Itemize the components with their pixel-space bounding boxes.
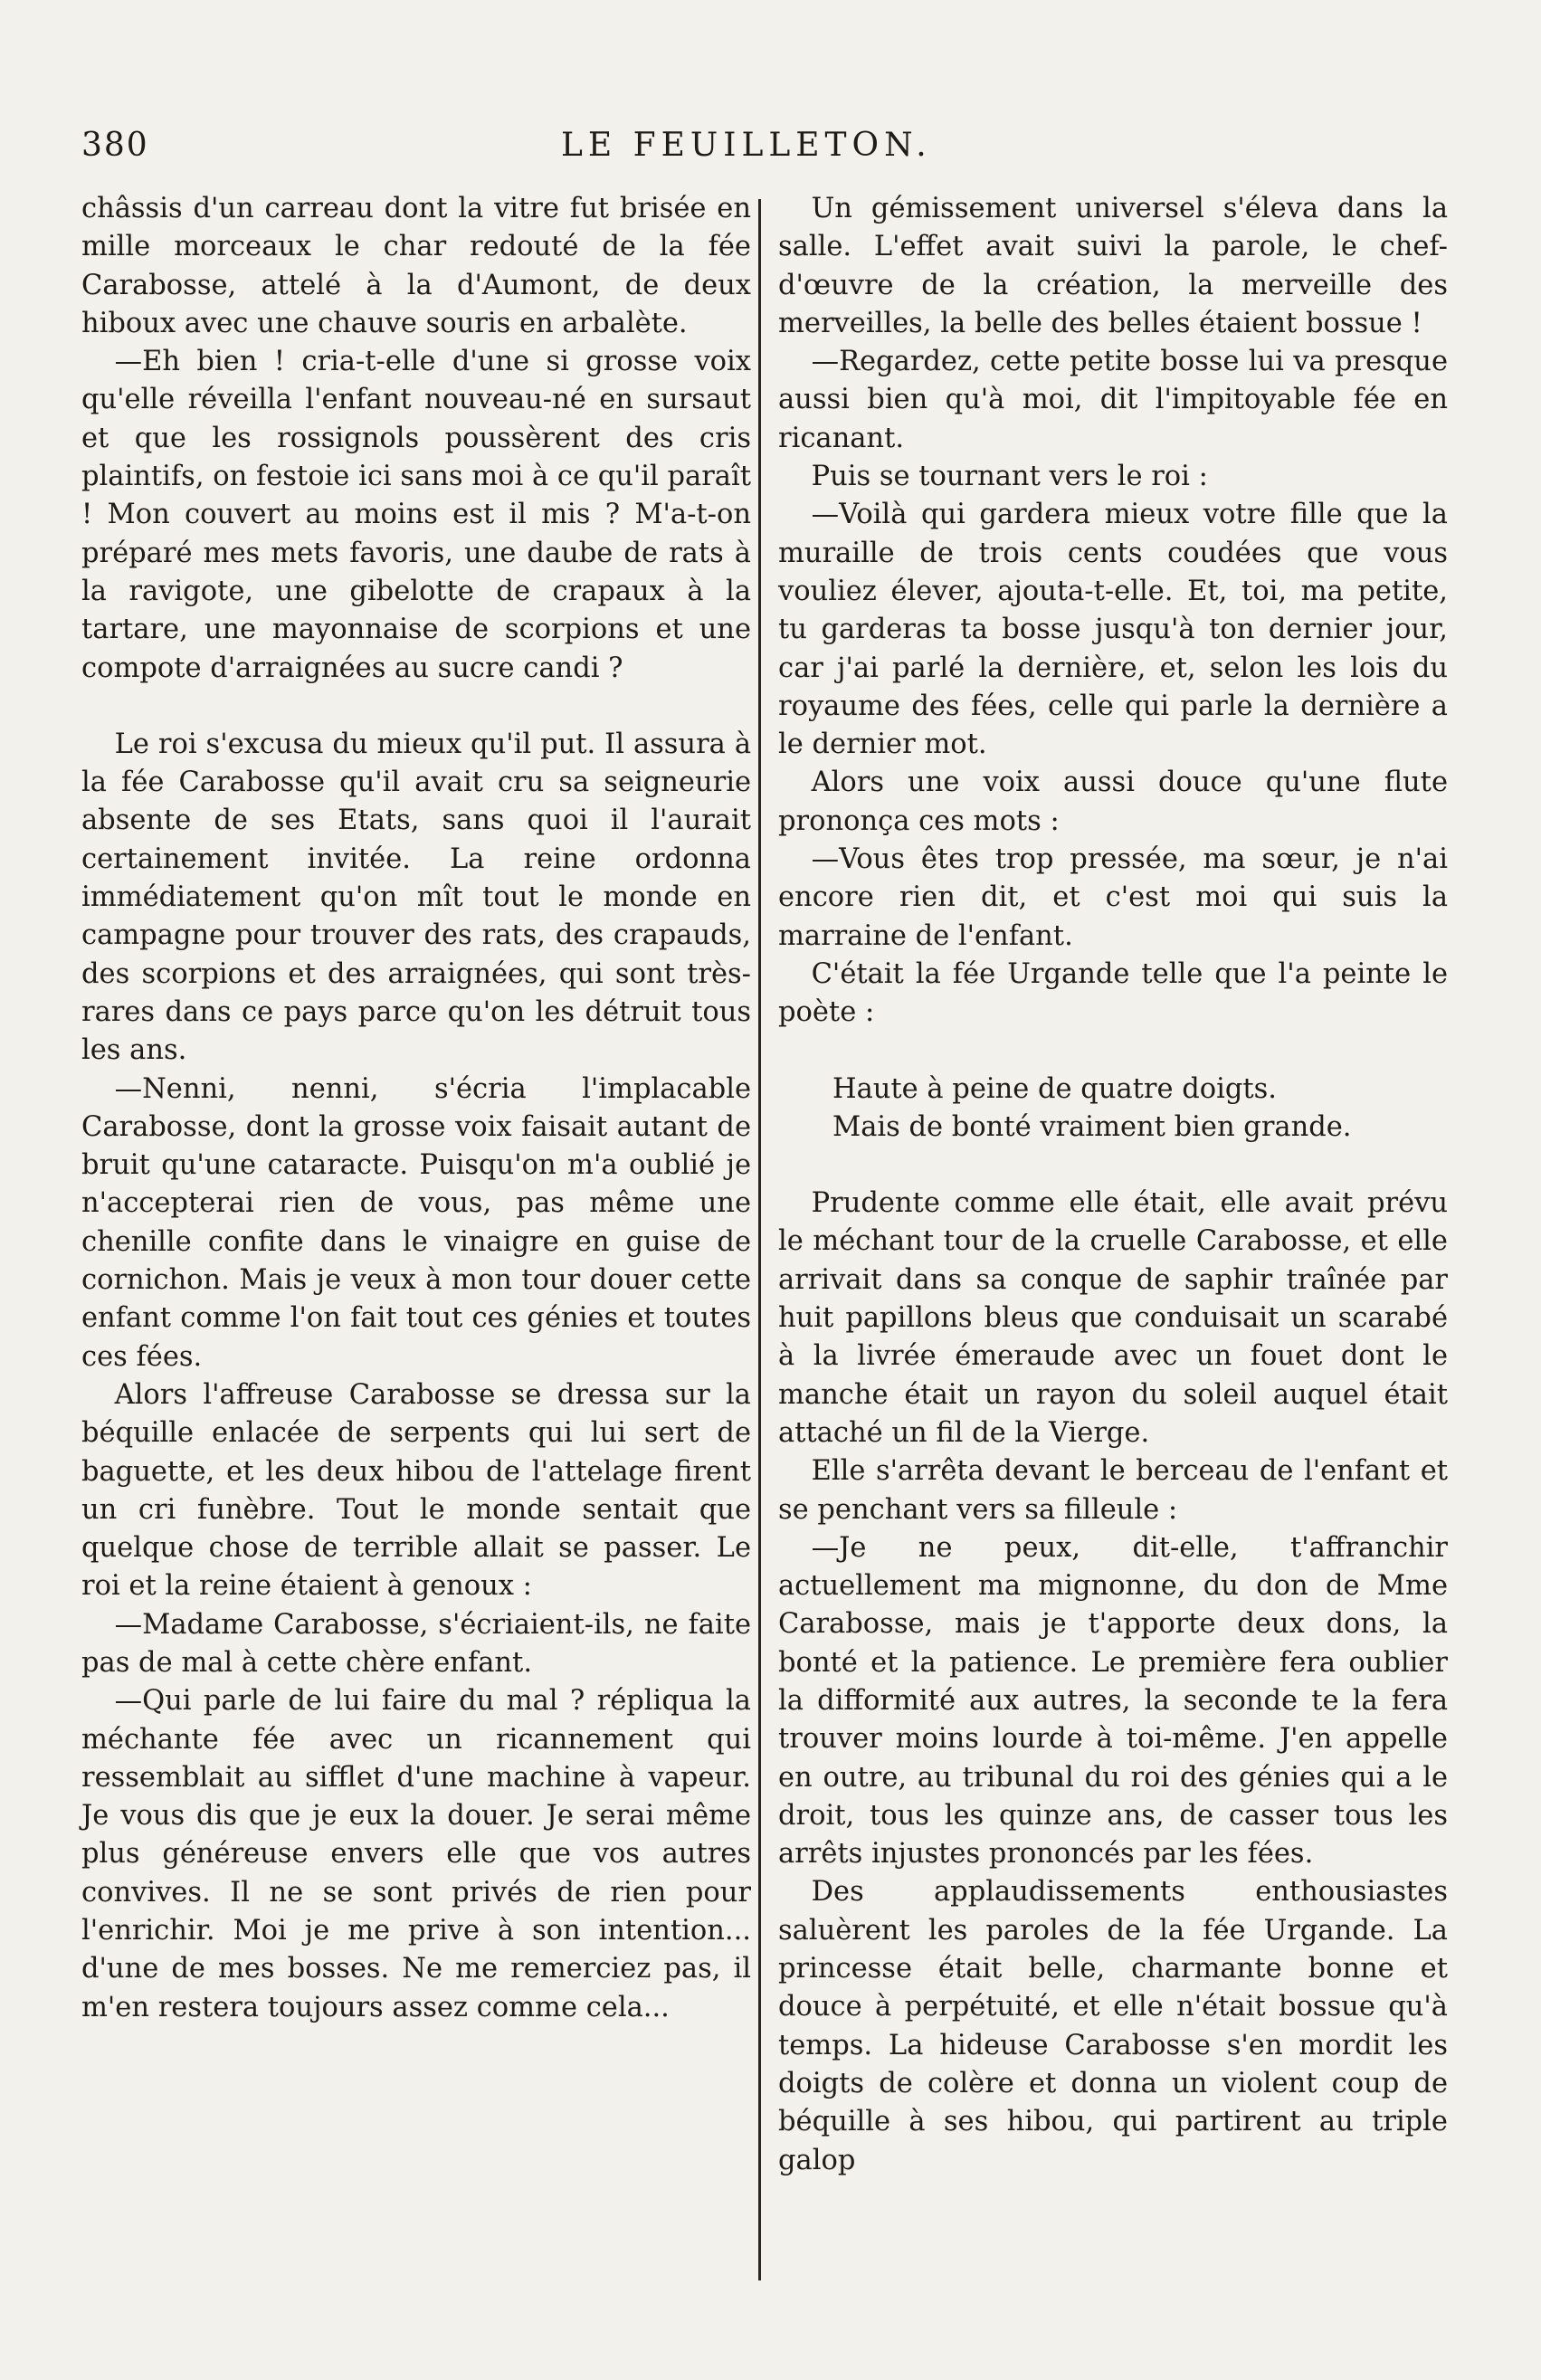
page-number: 380 <box>81 127 149 164</box>
paragraph: —Madame Carabosse, s'écriaient-ils, ne faite pas de mal à cette chère enfant. <box>81 1608 751 1679</box>
text-columns <box>81 190 1457 2299</box>
paragraph: —Regardez, cette petite bosse lui va presque aussi bien qu'à moi, dit l'impitoyable fée en ricanant. <box>778 346 1448 454</box>
paragraph: Le roi s'excusa du mieux qu'il put. Il assura à la fée Carabosse qu'il avait cru sa seigneurie absente de ses Etats, sans quoi il l'aurait certainement invitée. La reine ordonna immédiatement qu'on mît tout le monde en campagne pour trouver des rats, des crapauds, des scorpions et des arraignées, qui sont très-rares dans ce pays parce qu'on les détruit tous les ans. <box>81 728 751 1067</box>
paragraph: —Eh bien ! cria-t-elle d'une si grosse voix qu'elle réveilla l'enfant nouveau-né en sursaut et que les rossignols poussèrent des cris plaintifs, on festoie ici sans moi à ce qu'il paraît ! Mon couvert au moins est il mis ? M'a-t-on préparé mes mets favoris, une daube de rats à la ravigote, une gibelotte de crapaux à la tartare, une mayonnaise de scorpions et une compote d'arraignées au sucre candi ? <box>81 346 751 684</box>
paragraph: Alors l'affreuse Carabosse se dressa sur la béquille enlacée de serpents qui lui sert de baguette, et les deux hibou de l'attelage firent un cri funèbre. Tout le monde sentait que quelque chose de terrible allait se passer. Le roi et la reine étaient à genoux : <box>81 1378 751 1603</box>
verse-line: Mais de bonté vraiment bien grande. <box>832 1110 1352 1143</box>
paragraph: Elle s'arrêta devant le berceau de l'enfant et se penchant vers sa filleule : <box>778 1455 1448 1526</box>
paragraph: —Qui parle de lui faire du mal ? répliqua la méchante fée avec un ricannement qui ressemblait au sifflet d'une machine à vapeur. Je vous dis que je eux la douer. Je serai même plus généreuse envers elle que vos autres convives. Il ne se sont privés de rien pour l'enrichir. Moi je me prive à son intention... d'une de mes bosses. Ne me remerciez pas, il m'en restera toujours assez comme cela... <box>81 1685 751 2023</box>
paragraph: châssis d'un carreau dont la vitre fut brisée en mille morceaux le char redouté de la fée Carabosse, attelé à la d'Aumont, de deux hiboux avec une chauve souris en arbalète. <box>81 193 751 339</box>
verse-line: Haute à peine de quatre doigts. <box>832 1072 1277 1105</box>
paragraph: Des applaudissements enthousiastes saluèrent les paroles de la fée Urgande. La princesse était belle, charmante bonne et douce à perpétuité, et elle n'était bossue qu'à temps. La hideuse Carabosse s'en mordit les doigts de colère et donna un violent coup de béquille à ses hibou, qui partirent au triple galop <box>778 1876 1448 2176</box>
right-column <box>778 190 1448 2180</box>
running-title: LE FEUILLETON. <box>561 127 932 164</box>
paragraph: C'était la fée Urgande telle que l'a peinte le poète : <box>778 957 1448 1029</box>
paragraph: Alors une voix aussi douce qu'une flute prononça ces mots : <box>778 766 1448 837</box>
paragraph: Puis se tournant vers le roi : <box>811 461 1208 493</box>
paragraph: Prudente comme elle était, elle avait prévu le méchant tour de la cruelle Carabosse, et elle arrivait dans sa conque de saphir traînée par huit papillons bleus que conduisait un scarabé à la livrée émeraude avec un fouet dont le manche était un rayon du soleil auquel était attaché un fil de la Vierge. <box>778 1187 1448 1449</box>
page-header <box>81 127 1460 172</box>
paragraph: —Voilà qui gardera mieux votre fille que la muraille de trois cents coudées que vous vouliez élever, ajouta-t-elle. Et, toi, ma petite, tu garderas ta bosse jusqu'à ton dernier jour, car j'ai parlé la dernière, et, selon les lois du royaume des fées, celle qui parle la dernière a le dernier mot. <box>778 499 1448 761</box>
left-column <box>81 190 751 2027</box>
paragraph: —Nenni, nenni, s'écria l'implacable Carabosse, dont la grosse voix faisait autant de bruit qu'une cataracte. Puisqu'on m'a oublié je n'accepterai rien de vous, pas même une chenille confite dans le vinaigre en guise de cornichon. Mais je veux à mon tour douer cette enfant comme l'on fait tout ces génies et toutes ces fées. <box>81 1072 751 1373</box>
paragraph: —Je ne peux, dit-elle, t'affranchir actuellement ma mignonne, du don de Mme Carabosse, mais je t'apporte deux dons, la bonté et la patience. Le première fera oublier la difformité aux autres, la seconde te la fera trouver moins lourde à toi-même. J'en appelle en outre, au tribunal du roi des génies qui a le droit, tous les quinze ans, de casser tous les arrêts injustes prononcés par les fées. <box>778 1531 1448 1871</box>
poem-quote <box>832 1071 1448 1147</box>
paragraph: —Vous êtes trop pressée, ma sœur, je n'ai encore rien dit, et c'est moi qui suis la marraine de l'enfant. <box>778 843 1448 952</box>
column-divider <box>758 199 761 2280</box>
paragraph: Un gémissement universel s'éleva dans la salle. L'effet avait suivi la parole, le chef-d'œuvre de la création, la merveille des merveilles, la belle des belles étaient bossue ! <box>778 193 1448 339</box>
